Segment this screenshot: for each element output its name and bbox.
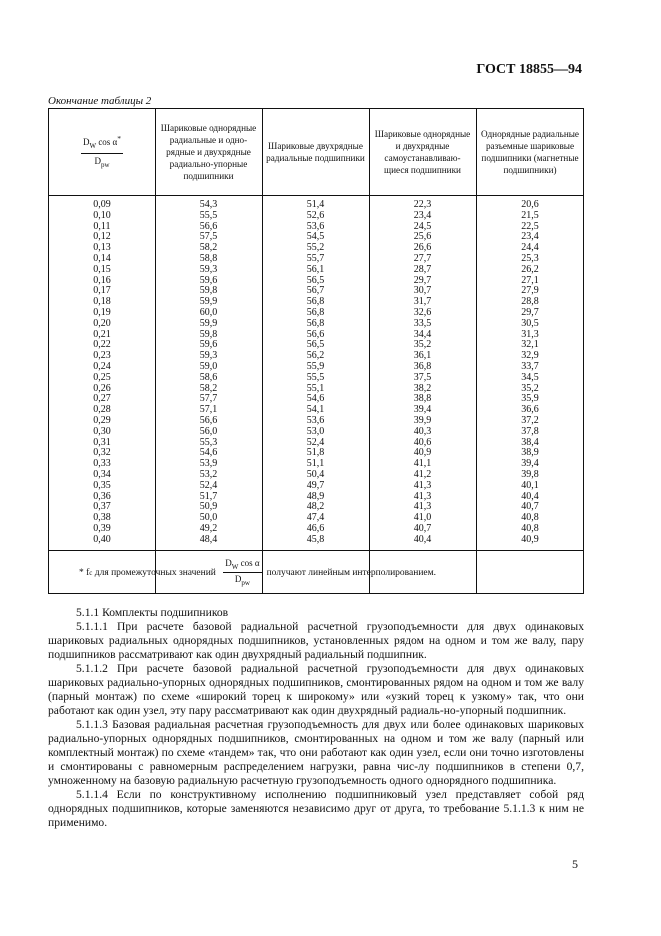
table-cell: 0,19 [93,306,111,318]
table-cell: 0,13 [93,242,111,254]
table-cell: 0,24 [93,360,111,372]
header-double-row-radial: Шариковые двухрядные радиальные подшипники [266,141,365,163]
table-cell: 56,6 [199,414,218,426]
table-cell: 26,6 [413,242,432,254]
table-cell: 40,8 [521,512,539,524]
table-cell: 41,3 [413,490,432,502]
table-cell: 54,6 [306,393,325,405]
table-cell: 53,0 [306,425,325,437]
table-cell: 59,3 [199,350,218,362]
paragraph: 5.1.1.4 Если по конструктивному исполнению подшипниковый узел представляет собой ряд однорядных подшипников, которые заменяются независимо друг от друга, то требование 5.1.1.3 к ним не применимо. [48,788,584,829]
table-cell: 53,6 [306,220,325,232]
table-cell: 56,8 [306,317,325,329]
table-cell: 28,8 [521,296,539,308]
table-cell: 0,18 [93,296,111,308]
table-cell: 48,2 [306,501,325,513]
table-cell: 51,7 [199,490,218,502]
table-cell: 56,8 [306,306,325,318]
table-cell: 39,4 [413,404,432,416]
table-cell: 38,9 [521,447,539,459]
table-cell: 59,6 [199,339,218,351]
table-cell: 0,34 [93,468,111,480]
table-cell: 24,5 [413,220,432,232]
table-cell: 40,4 [413,533,432,545]
table-cell: 60,0 [199,306,218,318]
table-cell: 52,4 [199,479,218,491]
paragraph: 5.1.1.1 При расчете базовой радиальной расчетной грузоподъемности для двух одинаковых шариковых радиальных однорядных подшипников, установленных рядом на одном и том же валу, пару подшипников рассматривают как один двухрядный радиальный подшипник. [48,620,584,661]
table-cell: 0,31 [93,436,111,448]
table-cell: 46,6 [306,522,325,534]
table-cell: 55,3 [199,436,218,448]
table-cell: 38,4 [521,436,539,448]
table-cell: 56,5 [306,274,325,286]
table-cell: 53,2 [199,468,218,480]
table-cell: 0,23 [93,350,111,362]
table-cell: 51,1 [306,458,325,470]
table-cell: 51,8 [306,447,325,459]
table-cell: 59,9 [199,317,218,329]
table-cell: 0,14 [93,252,111,264]
table-cell: 0,37 [93,501,111,513]
table-cell: 35,2 [413,339,432,351]
table-cell: 52,6 [306,209,325,221]
table-cell: 0,16 [93,274,111,286]
table-cell: 0,12 [93,231,111,243]
table-cell: 28,7 [413,263,432,275]
table-cell: 58,2 [199,382,218,394]
table-cell: 27,1 [521,274,539,286]
table-cell: 59,9 [199,296,218,308]
table-cell: 55,1 [306,382,325,394]
table-cell: 0,17 [93,285,111,297]
table-cell: 56,1 [306,263,325,275]
table-cell: 0,25 [93,371,111,383]
table-cell: 20,6 [521,199,539,210]
table-cell: 53,9 [199,458,218,470]
table-cell: 56,6 [199,220,218,232]
table-cell: 56,8 [306,296,325,308]
table-cell: 41,3 [413,479,432,491]
table-footnote: * f c для промежуточных значений $\frac{D_W \cos \alpha}{D_{pw}}$ получают линейным интерполированием. [49,550,583,594]
table-cell: 0,20 [93,317,111,329]
table-cell: 0,33 [93,458,111,470]
table-cell: 0,28 [93,404,111,416]
table-cell: 26,2 [521,263,539,275]
table-cell: 56,6 [306,328,325,340]
table-cell: 48,4 [199,533,218,545]
data-table [48,108,584,594]
table-cell: 41,1 [413,458,432,470]
table-cell: 22,3 [413,199,432,210]
table-cell: 0,38 [93,512,111,524]
table-cell: 38,8 [413,393,432,405]
table-cell: 40,8 [521,522,539,534]
table-cell: 49,2 [199,522,218,534]
table-cell: 40,6 [413,436,432,448]
table-cell: 50,4 [306,468,325,480]
table-cell: 30,7 [413,285,432,297]
table-cell: 22,5 [521,220,539,232]
table-cell: 56,7 [306,285,325,297]
table-cell: 0,22 [93,339,111,351]
table-cell: 29,7 [413,274,432,286]
table-cell: 36,1 [413,350,432,362]
column-ratio-values [49,200,155,546]
table-cell: 21,5 [521,209,539,221]
table-cell: 0,32 [93,447,111,459]
table-cell: 27,9 [521,285,539,297]
table-cell: 59,0 [199,360,218,372]
table-cell: 25,6 [413,231,432,243]
table-cell: 57,5 [199,231,218,243]
table-cell: 0,10 [93,209,111,221]
table-cell: 0,15 [93,263,111,275]
table-cell: 39,8 [521,468,539,480]
table-cell: 33,5 [413,317,432,329]
table-cell: 40,4 [521,490,539,502]
table-cell: 50,9 [199,501,218,513]
column-magneto-values [476,200,584,546]
table-cell: 34,4 [413,328,432,340]
table-cell: 40,9 [521,533,539,545]
footnote-fraction: $\frac{D_W \cos \alpha}{D_{pw}}$ [225,558,260,587]
table-cell: 48,9 [306,490,325,502]
table-cell: 56,5 [306,339,325,351]
table-cell: 32,6 [413,306,432,318]
body-text [48,606,584,830]
table-cell: 0,29 [93,414,111,426]
table-cell: 50,0 [199,512,218,524]
table-cell: 41,3 [413,501,432,513]
table-cell: 57,7 [199,393,218,405]
table-cell: 54,3 [199,199,218,210]
table-cell: 57,1 [199,404,218,416]
table-cell: 0,30 [93,425,111,437]
paragraph: 5.1.1.2 При расчете базовой радиальной расчетной грузоподъемности для двух одинаковых шариковых радиально-упорных однорядных подшипников, смонтированных рядом на одном и том же валу (парный монтаж) по схеме «широкий торец к широкому» или «узкий торец к узкому» так, что они работают как один узел, эту пару рассматривают как один двухрядный радиаль-но-упорный подшипник. [48,662,584,717]
table-cell: 55,2 [306,242,325,254]
table-cell: 35,2 [521,382,539,394]
table-cell: 40,7 [413,522,432,534]
table-caption: Окончание таблицы 2 [48,95,152,107]
document-id: ГОСТ 18855—94 [476,62,582,77]
table-cell: 49,7 [306,479,325,491]
table-cell: 0,36 [93,490,111,502]
table-header [49,109,583,196]
table-cell: 55,5 [199,209,218,221]
table-cell: 59,8 [199,328,218,340]
table-cell: 37,8 [521,425,539,437]
table-cell: 58,2 [199,242,218,254]
table-cell: 56,2 [306,350,325,362]
table-cell: 37,5 [413,371,432,383]
ratio-fraction: $\frac{D_W \cos \alpha^*}{D_{pw}}$ [82,134,122,169]
table-cell: 40,1 [521,479,539,491]
table-cell: 0,21 [93,328,111,340]
table-cell: 38,2 [413,382,432,394]
header-ratio-formula [49,109,155,195]
table-cell: 45,8 [306,533,325,545]
table-cell: 54,1 [306,404,325,416]
table-cell: 58,8 [199,252,218,264]
table-cell: 37,2 [521,414,539,426]
table-cell: 0,26 [93,382,111,394]
table-cell: 0,27 [93,393,111,405]
column-single-row-values [155,200,262,546]
column-double-row-values [262,200,369,546]
table-cell: 29,7 [521,306,539,318]
table-cell: 0,39 [93,522,111,534]
table-cell: 25,3 [521,252,539,264]
table-cell: 59,8 [199,285,218,297]
table-cell: 30,5 [521,317,539,329]
table-cell: 40,9 [413,447,432,459]
page-number: 5 [572,857,578,871]
table-cell: 23,4 [413,209,432,221]
table-cell: 52,4 [306,436,325,448]
table-cell: 36,6 [521,404,539,416]
table-cell: 24,4 [521,242,539,254]
table-cell: 0,11 [93,220,111,232]
table-cell: 0,40 [93,533,111,545]
table-cell: 54,5 [306,231,325,243]
table-cell: 51,4 [306,199,325,210]
table-cell: 55,9 [306,360,325,372]
section-heading: 5.1.1 Комплекты подшипников [76,606,229,619]
table-cell: 0,09 [93,199,111,210]
table-cell: 35,9 [521,393,539,405]
table-cell: 31,7 [413,296,432,308]
table-cell: 39,4 [521,458,539,470]
table-cell: 59,3 [199,263,218,275]
table-cell: 56,0 [199,425,218,437]
table-cell: 23,4 [521,231,539,243]
table-cell: 40,3 [413,425,432,437]
header-self-aligning: Шариковые однорядные и двухрядные самоустанавливаю-щиеся подшипники [374,129,471,175]
table-cell: 59,6 [199,274,218,286]
table-cell: 27,7 [413,252,432,264]
header-separable-magneto: Однорядные радиальные разъемные шариковые подшипники (магнетные подшипники) [480,129,580,175]
table-cell: 55,5 [306,371,325,383]
table-cell: 54,6 [199,447,218,459]
table-cell: 41,2 [413,468,432,480]
table-cell: 53,6 [306,414,325,426]
table-cell: 40,7 [521,501,539,513]
table-cell: 39,9 [413,414,432,426]
table-cell: 31,3 [521,328,539,340]
table-cell: 55,7 [306,252,325,264]
table-cell: 34,5 [521,371,539,383]
paragraph: 5.1.1.3 Базовая радиальная расчетная грузоподъемность для двух или более одинаковых шариковых радиально-упорных однорядных подшипников, смонтированных на одном и том же валу (парный или комплектный монтаж) по схеме «тандем» так, что они работают как один узел, если они точно изготовлены и смонтированы с равномерным распределением нагрузки, равна чис-лу подшипников в степени 0,7, умноженному на базовую радиальную расчетную грузоподъемность одного однорядного подшипника. [48,718,584,787]
table-cell: 41,0 [413,512,432,524]
table-cell: 32,9 [521,350,539,362]
column-self-aligning-values [369,200,476,546]
table-cell: 47,4 [306,512,325,524]
table-cell: 0,35 [93,479,111,491]
table-cell: 33,7 [521,360,539,372]
table-cell: 58,6 [199,371,218,383]
header-single-row-radial: Шариковые однорядные радиальные и одно-рядные и двухрядные радиально-упорные подшипники [160,123,257,181]
table-cell: 32,1 [521,339,539,351]
table-cell: 36,8 [413,360,432,372]
